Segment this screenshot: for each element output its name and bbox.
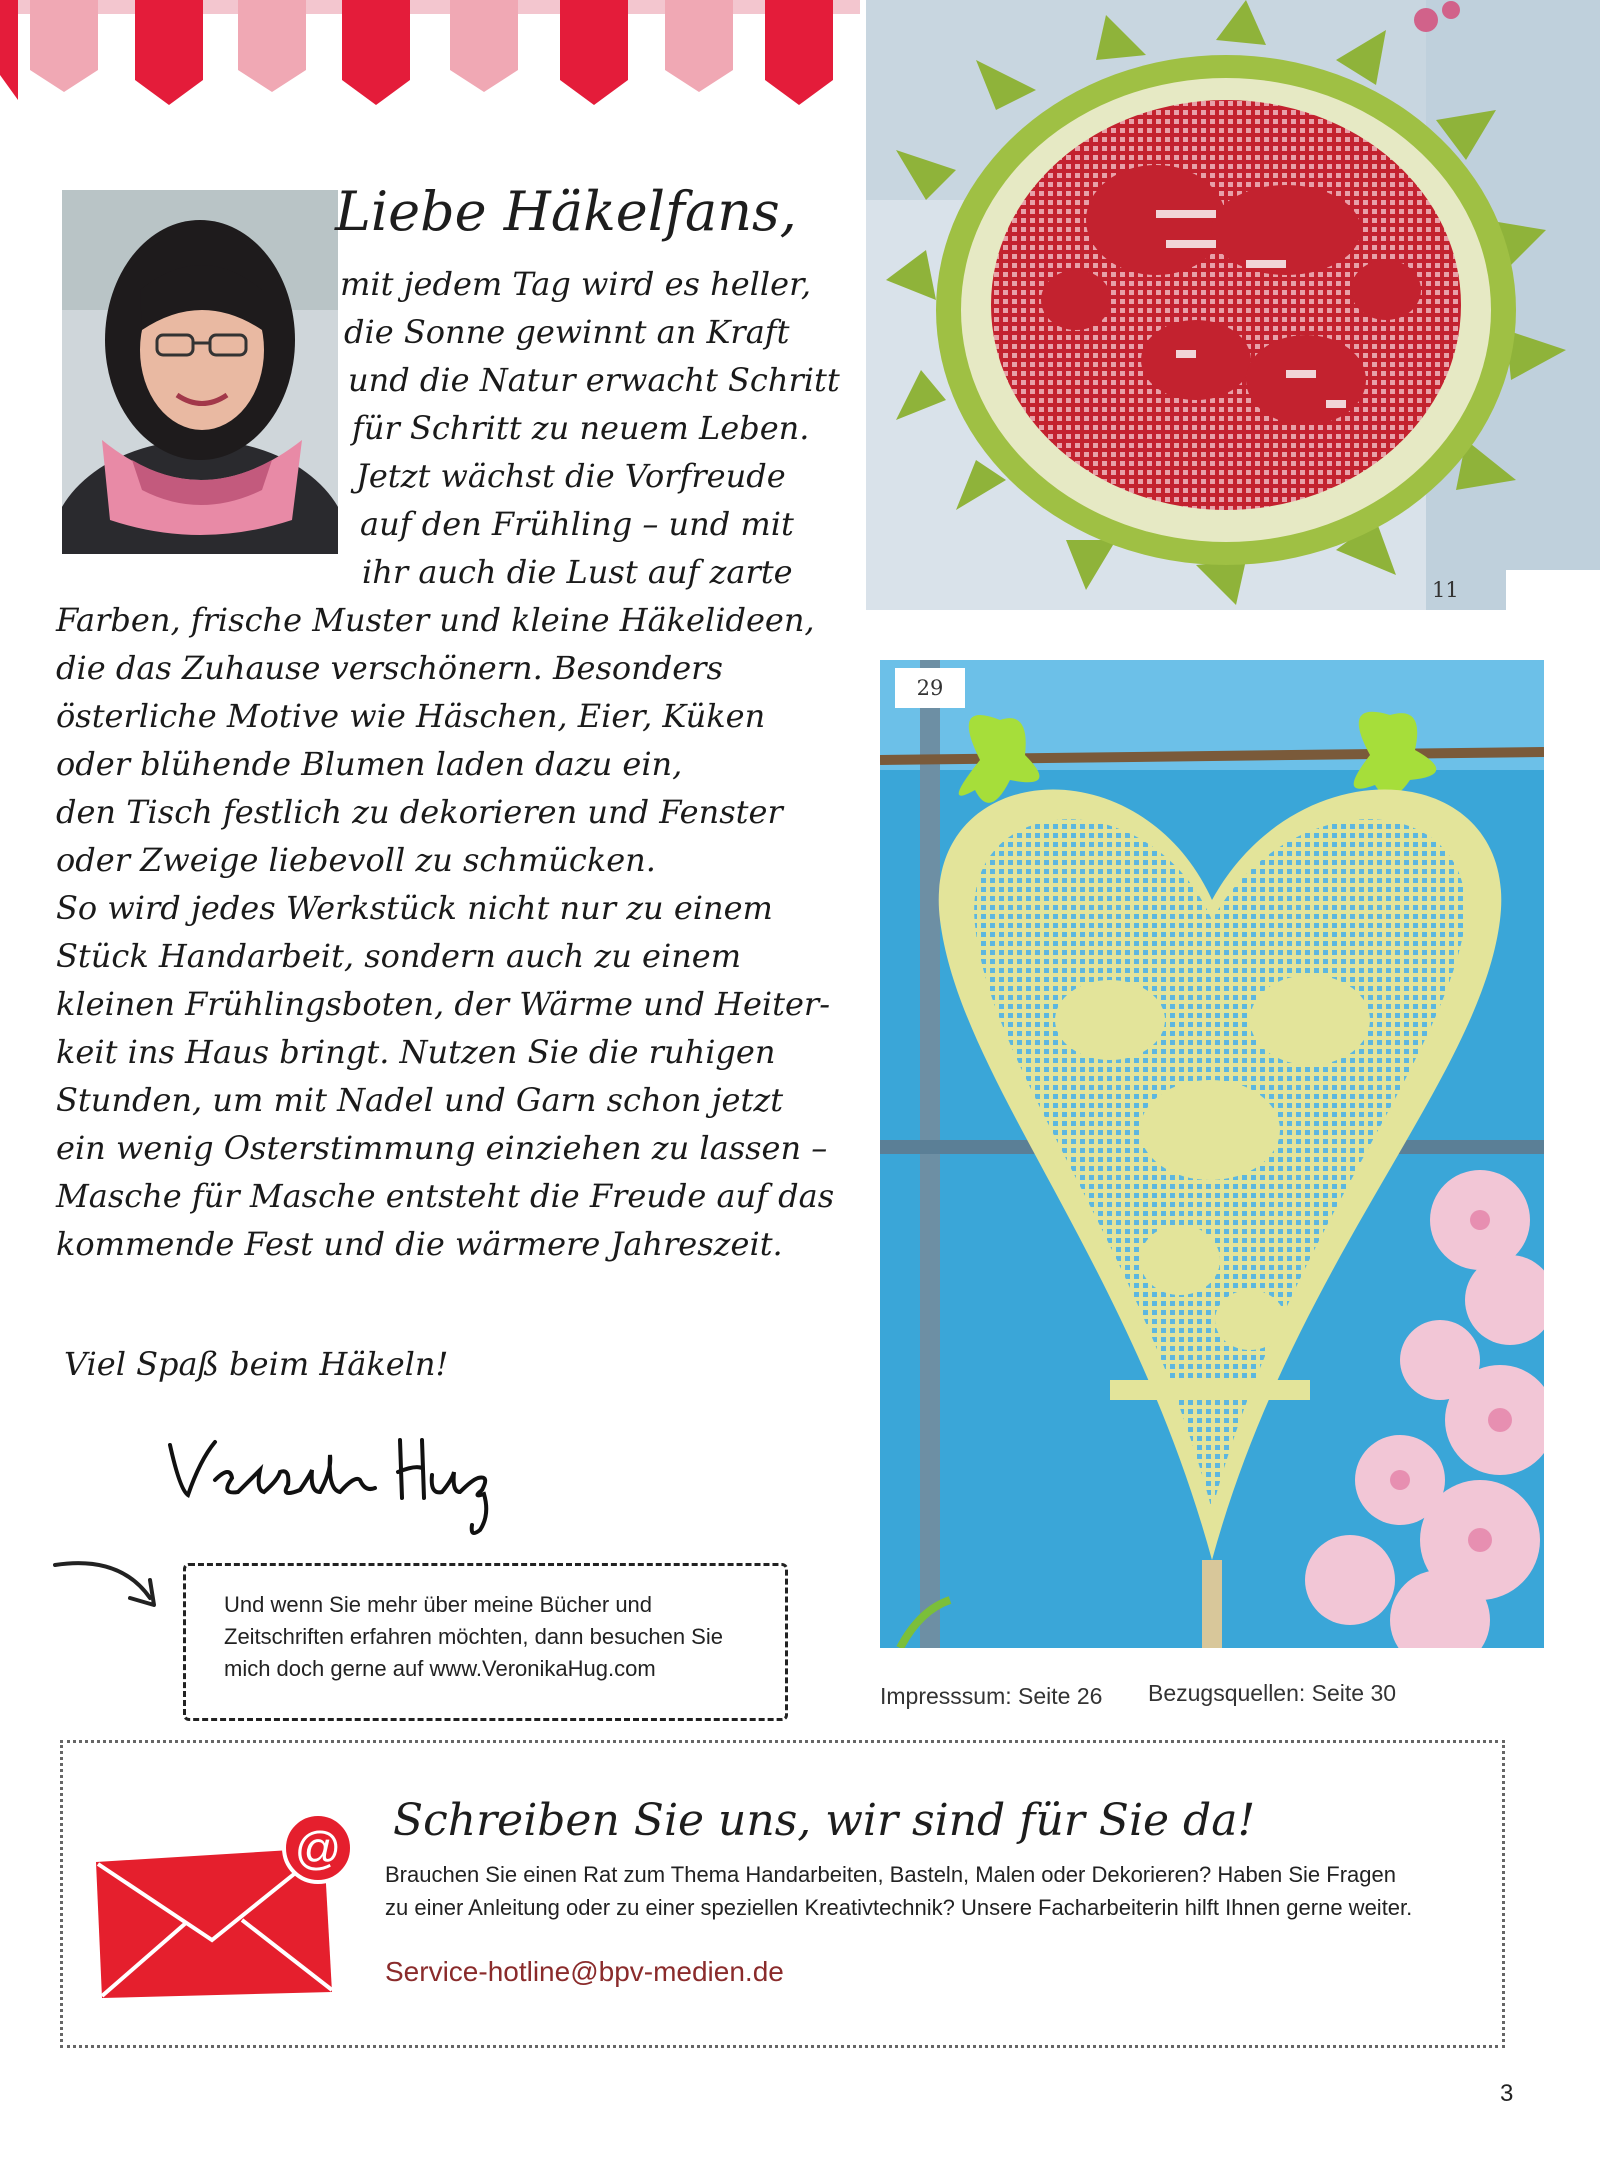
letter-line: Jetzt wächst die Vorfreude bbox=[356, 457, 786, 495]
photo-number-11: 11 bbox=[1432, 578, 1459, 602]
letter-line: für Schritt zu neuem Leben. bbox=[352, 409, 810, 447]
contact-body-line: Brauchen Sie einen Rat zum Thema Handarbeiten, Basteln, Malen oder Dekorieren? Haben Sie Fragen bbox=[385, 1862, 1396, 1887]
letter-line: oder blühende Blumen laden dazu ein, bbox=[56, 745, 683, 783]
letter-closing: Viel Spaß beim Häkeln! bbox=[64, 1345, 449, 1383]
letter-line: und die Natur erwacht Schritt bbox=[348, 361, 840, 399]
author-portrait bbox=[62, 190, 338, 554]
bunting-decoration bbox=[0, 0, 860, 110]
letter-line: den Tisch festlich zu dekorieren und Fenster bbox=[56, 793, 783, 831]
at-symbol: @ bbox=[294, 1822, 342, 1874]
letter-line: ihr auch die Lust auf zarte bbox=[362, 553, 793, 591]
impressum-reference: Impresssum: Seite 26 bbox=[880, 1683, 1103, 1709]
author-signature bbox=[160, 1420, 540, 1540]
letter-line: die das Zuhause verschönern. Besonders bbox=[56, 649, 723, 687]
letter-line: kleinen Frühlingsboten, der Wärme und Heiter- bbox=[56, 985, 831, 1023]
letter-greeting: Liebe Häkelfans, bbox=[335, 180, 797, 243]
letter-line: So wird jedes Werkstück nicht nur zu einem bbox=[56, 889, 773, 927]
letter-line: auf den Frühling – und mit bbox=[360, 505, 794, 543]
letter-line: keit ins Haus bringt. Nutzen Sie die ruhigen bbox=[56, 1033, 776, 1071]
photo-number-29: 29 bbox=[895, 668, 965, 708]
contact-body-line: zu einer Anleitung oder zu einer speziellen Kreativtechnik? Unsere Facharbeiterin hilft Ihnen gerne weiter. bbox=[385, 1895, 1413, 1920]
letter-line: ein wenig Osterstimmung einziehen zu lassen – bbox=[56, 1129, 828, 1167]
contact-title: Schreiben Sie uns, wir sind für Sie da! bbox=[393, 1795, 1256, 1846]
page-number: 3 bbox=[1500, 2080, 1514, 2107]
letter-line: kommende Fest und die wärmere Jahreszeit. bbox=[56, 1225, 783, 1263]
letter-line: Stück Handarbeit, sondern auch zu einem bbox=[56, 937, 742, 975]
letter-line: Farben, frische Muster und kleine Häkelideen, bbox=[56, 601, 815, 639]
service-email-link[interactable]: Service-hotline@bpv-medien.de bbox=[385, 1956, 784, 1987]
doily-photo bbox=[866, 0, 1600, 610]
info-line: Zeitschriften erfahren möchten, dann besuchen Sie bbox=[224, 1624, 723, 1649]
letter-line: österliche Motive wie Häschen, Eier, Küken bbox=[56, 697, 766, 735]
heart-curtain-photo bbox=[880, 660, 1544, 1648]
letter-line: die Sonne gewinnt an Kraft bbox=[344, 313, 790, 351]
letter-line: Masche für Masche entsteht die Freude auf das bbox=[56, 1177, 835, 1215]
arrow-icon bbox=[50, 1550, 170, 1620]
letter-line: Stunden, um mit Nadel und Garn schon jetzt bbox=[56, 1081, 784, 1119]
info-line-website: mich doch gerne auf www.VeronikaHug.com bbox=[224, 1656, 656, 1681]
envelope-icon bbox=[92, 1812, 362, 1998]
info-line: Und wenn Sie mehr über meine Bücher und bbox=[224, 1592, 653, 1617]
bezugsquellen-reference: Bezugsquellen: Seite 30 bbox=[1148, 1680, 1397, 1706]
letter-line: mit jedem Tag wird es heller, bbox=[340, 265, 812, 303]
letter-line: oder Zweige liebevoll zu schmücken. bbox=[56, 841, 656, 879]
